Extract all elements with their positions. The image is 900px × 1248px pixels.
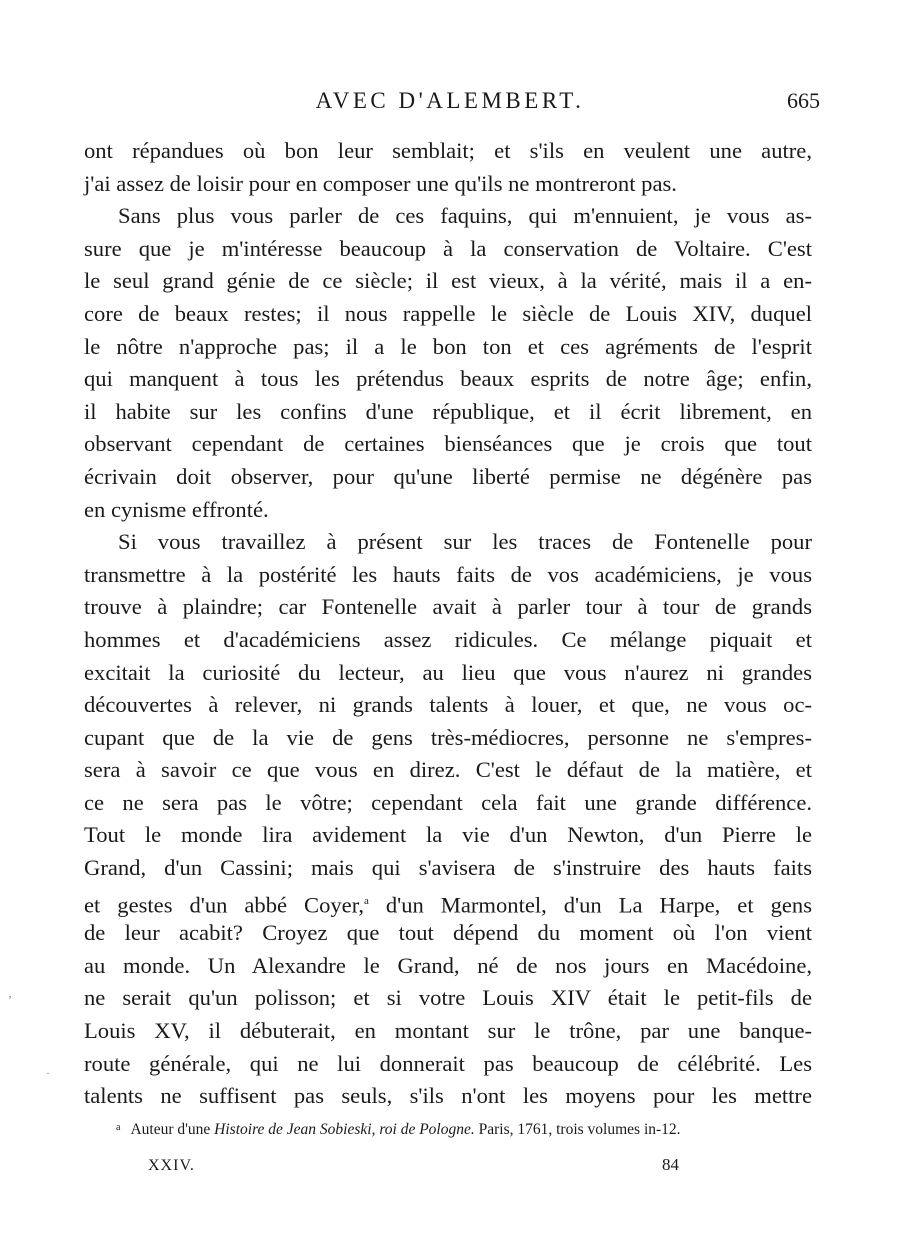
body-text xyxy=(84,135,812,1113)
text-line: Louis XV, il débuterait, en montant sur le trône, par une banque- xyxy=(84,1018,812,1044)
text-line: core de beaux restes; il nous rappelle le siècle de Louis XIV, duquel xyxy=(84,300,812,326)
footnote-mark: a xyxy=(116,1122,121,1133)
footnote-lead: Auteur d'une xyxy=(130,1121,215,1138)
text-line: découvertes à relever, ni grands talents à louer, et que, ne vous oc- xyxy=(84,692,812,718)
text-line: talents ne suffisent pas seuls, s'ils n'ont les moyens pour les mettre xyxy=(84,1083,812,1109)
text-line: en cynisme effronté. xyxy=(84,496,269,522)
text-line: le nôtre n'approche pas; il a le bon ton et ces agréments de l'esprit xyxy=(84,333,812,359)
text-line: au monde. Un Alexandre le Grand, né de nos jours en Macédoine, xyxy=(84,952,812,978)
volume-signature: XXIV. xyxy=(148,1157,195,1174)
footnote xyxy=(116,1121,816,1139)
margin-speck: · xyxy=(46,1066,50,1080)
sheet-number: 84 xyxy=(662,1155,679,1174)
text-line: excitait la curiosité du lecteur, au lieu que vous n'aurez ni grandes xyxy=(84,659,812,685)
footnote-marker[interactable]: a xyxy=(363,894,369,907)
text-fragment: d'un Marmontel, d'un La Harpe, et gens xyxy=(368,892,812,918)
text-line: ce ne sera pas le vôtre; cependant cela fait une grande différence. xyxy=(84,789,812,815)
text-line: Grand, d'un Cassini; mais qui s'avisera de s'instruire des hauts faits xyxy=(84,855,812,881)
text-fragment: et gestes d'un abbé Coyer, xyxy=(84,892,364,918)
text-line: sera à savoir ce que vous en direz. C'est le défaut de la matière, et xyxy=(84,757,812,783)
text-line: transmettre à la postérité les hauts faits de vos académiciens, je vous xyxy=(84,561,812,587)
text-line-with-footnote xyxy=(84,885,812,918)
text-line: sure que je m'intéresse beaucoup à la conservation de Voltaire. C'est xyxy=(84,235,812,261)
text-line: route générale, qui ne lui donnerait pas beaucoup de célébrité. Les xyxy=(84,1050,812,1076)
page-number: 665 xyxy=(787,88,820,113)
text-line: Si vous travaillez à présent sur les traces de Fontenelle pour xyxy=(118,529,812,555)
text-line: le seul grand génie de ce siècle; il est vieux, à la vérité, mais il a en- xyxy=(84,268,812,294)
running-title: AVEC D'ALEMBERT. xyxy=(315,88,585,113)
text-line: ne serait qu'un polisson; et si votre Louis XIV était le petit-fils de xyxy=(84,985,812,1011)
text-line: ont répandues où bon leur semblait; et s'ils en veulent une autre, xyxy=(84,138,812,163)
text-line: cupant que de la vie de gens très-médiocres, personne ne s'empres- xyxy=(84,724,812,750)
footnote-tail: Paris, 1761, trois volumes in-12. xyxy=(474,1121,681,1138)
text-line: qui manquent à tous les prétendus beaux esprits de notre âge; enfin, xyxy=(84,366,812,392)
text-line: Sans plus vous parler de ces faquins, qui m'ennuient, je vous as- xyxy=(118,203,812,229)
footnote-book-title: Histoire de Jean Sobieski, roi de Pologne. xyxy=(214,1121,475,1138)
text-line: observant cependant de certaines bienséances que je crois que tout xyxy=(84,431,812,457)
text-line: j'ai assez de loisir pour en composer une qu'ils ne montreront pas. xyxy=(84,170,677,196)
margin-speck: ʼ xyxy=(8,993,12,1007)
text-line: Tout le monde lira avidement la vie d'un Newton, d'un Pierre le xyxy=(84,822,812,848)
text-line: de leur acabit? Croyez que tout dépend du moment où l'on vient xyxy=(84,920,812,946)
text-line: écrivain doit observer, pour qu'une liberté permise ne dégénère pas xyxy=(84,463,812,489)
text-line: hommes et d'académiciens assez ridicules. Ce mélange piquait et xyxy=(84,626,812,652)
text-line: il habite sur les confins d'une république, et il écrit librement, en xyxy=(84,398,812,424)
running-head xyxy=(80,88,820,122)
text-line: trouve à plaindre; car Fontenelle avait à parler tour à tour de grands xyxy=(84,594,812,620)
